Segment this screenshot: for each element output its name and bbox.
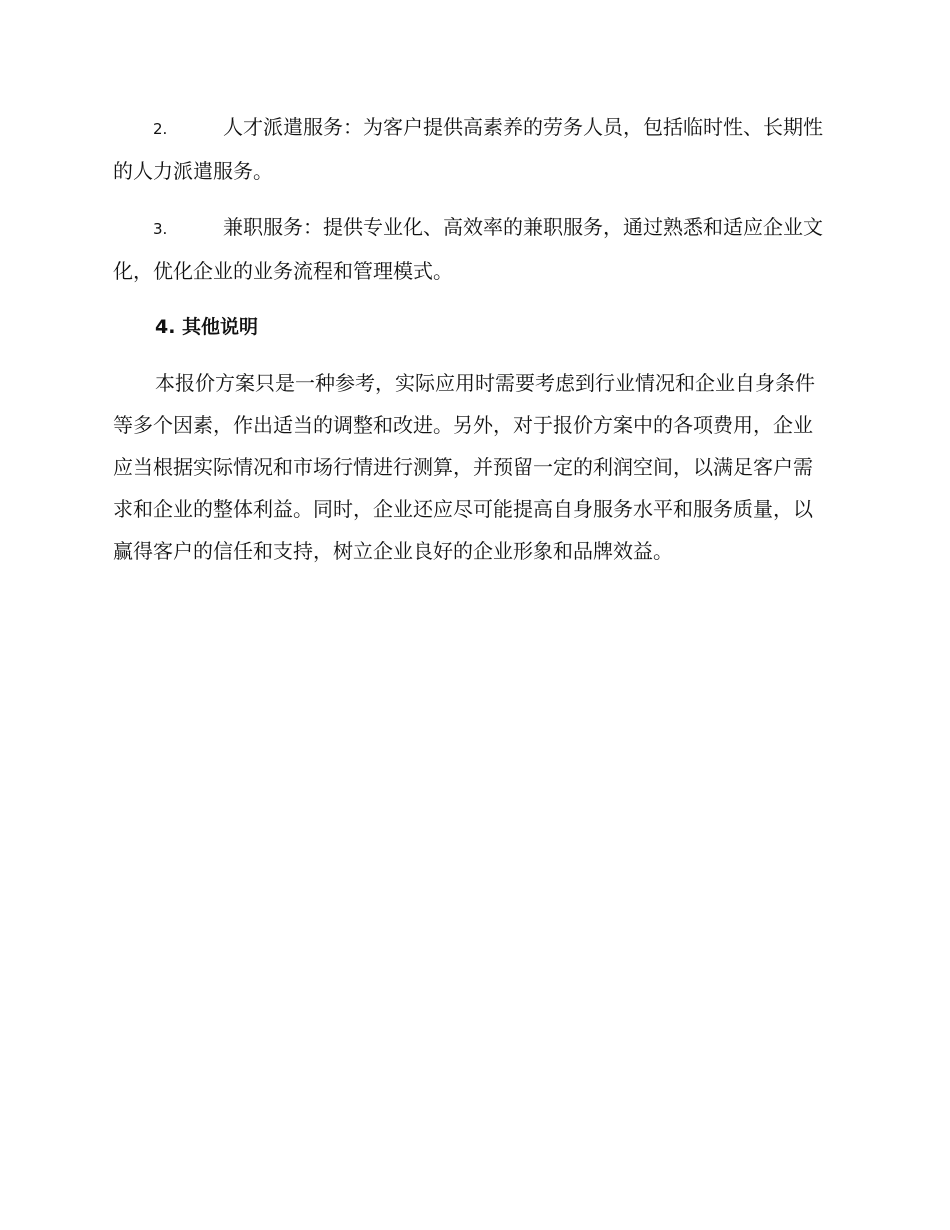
list-item-number: 3. — [153, 220, 168, 238]
list-item-number: 2. — [153, 120, 168, 138]
section-paragraph: 本报价方案只是一种参考，实际应用时需要考虑到行业情况和企业自身条件等多个因素，作出适当的调整和改进。另外，对于报价方案中的各项费用，企业应当根据实际情况和市场行情进行测算，并预留一定的利润空间，以满足客户需求和企业的整体利益。同时，企业还应尽可能提高自身服务水平和服务质量，以赢得客户的信任和支持，树立企业良好的企业形象和品牌效益。 — [113, 371, 815, 563]
section-heading: 4. 其他说明 — [155, 316, 259, 338]
list-item-text: 兼职服务：提供专业化、高效率的兼职服务，通过熟悉和适应企业文化，优化企业的业务流程和管理模式。 — [113, 215, 823, 283]
list-item-text: 人才派遣服务：为客户提供高素养的劳务人员，包括临时性、长期性的人力派遣服务。 — [113, 115, 823, 183]
list-item-part-time — [113, 206, 831, 292]
list-item-personnel-dispatch — [113, 106, 831, 192]
document-page — [113, 106, 831, 572]
